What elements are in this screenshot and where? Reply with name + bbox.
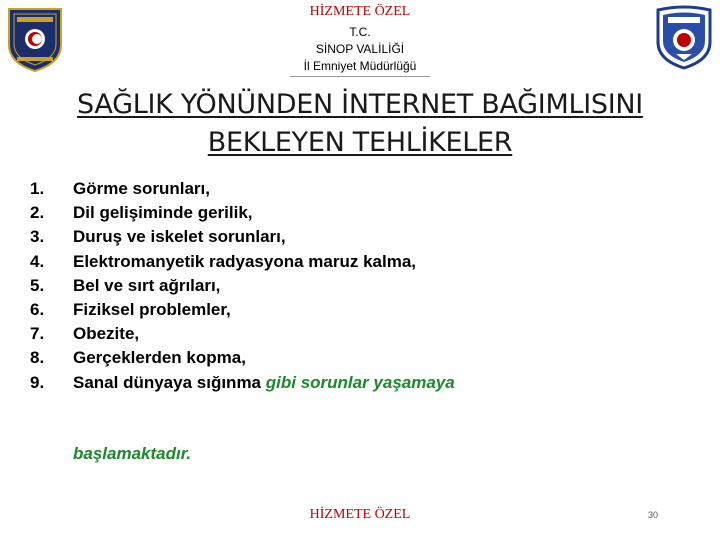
page-title: [0, 86, 720, 162]
list-number: 1.: [30, 179, 45, 198]
list-item-9-continuation: başlamaktadır.: [73, 444, 192, 463]
left-logo: [5, 5, 65, 73]
title-line-2: BEKLEYEN TEHLİKELER: [207, 127, 513, 158]
header-line-tc: T.C.: [349, 25, 371, 39]
list-text: Dil gelişiminde gerilik,: [73, 203, 253, 223]
list-number: 3.: [30, 227, 45, 247]
list-text: Gerçeklerden kopma,: [73, 348, 246, 368]
list-number: 2.: [30, 203, 45, 223]
right-logo: [652, 4, 716, 70]
title-line-1: SAĞLIK YÖNÜNDEN İNTERNET BAĞIMLISINI: [77, 89, 643, 120]
list-number: 6.: [30, 299, 45, 319]
list-text: Obezite,: [73, 324, 140, 344]
list-text-main: Sanal dünyaya sığınma: [73, 372, 262, 392]
header-rule: [290, 76, 430, 77]
page-number: 30: [648, 510, 659, 520]
list-text: Bel ve sırt ağrıları,: [73, 275, 221, 295]
list-text: Fiziksel problemler,: [73, 299, 231, 319]
header-line-directorate: İl Emniyet Müdürlüğü: [303, 59, 417, 73]
list-number: 4.: [30, 251, 45, 271]
header-classification: HİZMETE ÖZEL: [309, 4, 411, 19]
list-text: [73, 371, 455, 395]
list-text: Elektromanyetik radyasyona maruz kalma,: [73, 251, 416, 271]
list-number: 8.: [30, 348, 45, 368]
police-shield-emblem-icon: [5, 5, 65, 73]
footer-classification: HİZMETE ÖZEL: [309, 507, 411, 522]
list-text: Görme sorunları,: [73, 179, 210, 198]
list-text-highlight: gibi sorunlar yaşamaya: [265, 372, 455, 392]
list-text: Duruş ve iskelet sorunları,: [73, 227, 286, 247]
list-number: 7.: [30, 324, 45, 344]
list-number: 5.: [30, 275, 45, 295]
header-line-governorship: SİNOP VALİLİĞİ: [315, 42, 405, 56]
list-number: 9.: [30, 372, 45, 392]
police-badge-icon: [652, 4, 716, 70]
